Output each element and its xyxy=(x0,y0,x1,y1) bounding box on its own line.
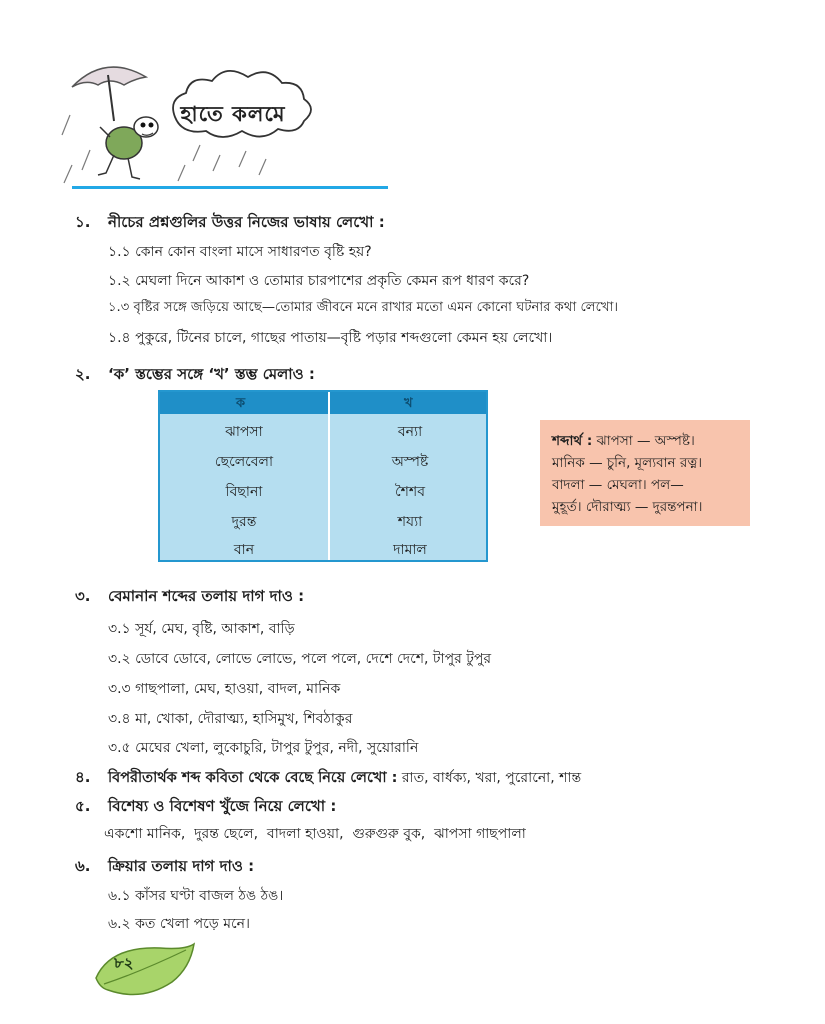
q3-item: ৩.১ সূর্য, মেঘ, বৃষ্টি, আকাশ, বাড়ি xyxy=(108,621,295,637)
glossary-line: মানিক — চুনি, মূল্যবান রত্ন। xyxy=(552,455,703,471)
column-divider xyxy=(328,392,330,560)
page-title: হাতে কলমে xyxy=(180,102,286,126)
q1-item: ১.৪ পুকুরে, টিনের চালে, গাছের পাতায়—বৃষ্টি পড়ার শব্দগুলো কেমন হয় লেখো। xyxy=(108,330,553,346)
column-b-cell: শৈশব xyxy=(394,484,426,500)
q6-item: ৬.২ কত খেলা পড়ে মনে। xyxy=(108,916,251,932)
column-b-cell: দামাল xyxy=(393,542,427,558)
q6-heading: ক্রিয়ার তলায় দাগ দাও : xyxy=(108,857,255,875)
q5-words: একশো মানিক, দুরন্ত ছেলে, বাদলা হাওয়া, গুরুগুরু বুক, ঝাপসা গাছপালা xyxy=(104,826,526,842)
q1-heading: নীচের প্রশ্নগুলির উত্তর নিজের ভাষায় লেখো : xyxy=(108,213,385,231)
column-b-cell: বন্যা xyxy=(397,424,423,440)
q1-item: ১.২ মেঘলা দিনে আকাশ ও তোমার চারপাশের প্রকৃতি কেমন রূপ ধারণ করে? xyxy=(108,273,530,289)
column-a-label: ক xyxy=(236,396,246,411)
q5-number: ৫. xyxy=(75,797,91,815)
q4-words: রাত, বার্ধক্য, খরা, পুরোনো, শান্ত xyxy=(401,770,582,786)
q3-number: ৩. xyxy=(75,587,91,605)
column-a-cell: বিছানা xyxy=(225,484,263,500)
column-b-cell: অস্পষ্ট xyxy=(391,454,429,470)
q1-number: ১. xyxy=(75,213,91,231)
q4-heading: বিপরীতার্থক শব্দ কবিতা থেকে বেছে নিয়ে লেখো : xyxy=(108,770,398,786)
q2-number: ২. xyxy=(75,365,91,383)
glossary-label: শব্দার্থ : xyxy=(552,433,593,449)
q3-heading: বেমানান শব্দের তলায় দাগ দাও : xyxy=(108,587,305,605)
column-a-cell: দুরন্ত xyxy=(231,514,257,530)
header-rule xyxy=(72,186,388,189)
glossary-line: ঝাপসা — অস্পষ্ট। xyxy=(596,433,695,449)
leaf-icon xyxy=(90,938,200,998)
column-a-cell: ছেলেবেলা xyxy=(214,454,274,470)
q3-item: ৩.৫ মেঘের খেলা, লুকোচুরি, টাপুর টুপুর, নদী, সুয়োরানি xyxy=(108,740,419,756)
q6-number: ৬. xyxy=(75,857,91,875)
column-b-label: খ xyxy=(404,396,413,411)
q3-item: ৩.৩ গাছপালা, মেঘ, হাওয়া, বাদল, মানিক xyxy=(108,681,341,697)
q1-item: ১.৩ বৃষ্টির সঙ্গে জড়িয়ে আছে—তোমার জীবনে মনে রাখার মতো এমন কোনো ঘটনার কথা লেখো। xyxy=(108,300,619,315)
matching-table-header xyxy=(160,392,486,414)
column-b-cell: শয্যা xyxy=(397,514,423,530)
q6-item: ৬.১ কাঁসর ঘণ্টা বাজল ঠঙ ঠঙ। xyxy=(108,888,284,904)
glossary-box xyxy=(540,420,750,526)
glossary-line: মুহূর্ত। দৌরাত্ম্য — দুরন্তপনা। xyxy=(552,499,703,515)
q1-item: ১.১ কোন কোন বাংলা মাসে সাধারণত বৃষ্টি হয়? xyxy=(108,244,372,260)
q5-heading: বিশেষ্য ও বিশেষণ খুঁজে নিয়ে লেখো : xyxy=(108,797,337,815)
q2-heading: ‘ক’ স্তম্ভের সঙ্গে ‘খ’ স্তম্ভ মেলাও : xyxy=(108,365,315,383)
q3-item: ৩.৪ মা, খোকা, দৌরাত্ম্য, হাসিমুখ, শিবঠাকুর xyxy=(108,711,353,727)
column-a-cell: ঝাপসা xyxy=(225,424,263,440)
page-number: ৮২ xyxy=(114,954,134,972)
glossary-line: বাদলা — মেঘলা। পল— xyxy=(552,477,684,493)
q4-number: ৪. xyxy=(75,768,91,786)
q4-line xyxy=(108,766,581,791)
matching-table xyxy=(158,390,488,562)
column-a-cell: বান xyxy=(233,542,255,558)
q3-item: ৩.২ ডোবে ডোবে, লোভে লোভে, পলে পলে, দেশে দেশে, টাপুর টুপুর xyxy=(108,651,492,667)
